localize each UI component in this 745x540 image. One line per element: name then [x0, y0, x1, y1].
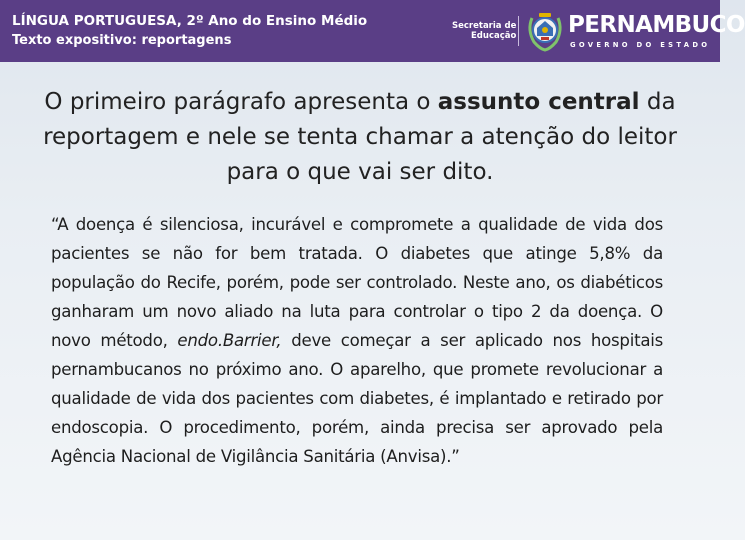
- lead-emphasis: assunto central: [437, 89, 640, 115]
- quoted-paragraph: [51, 210, 663, 471]
- lead-text-end: da reportagem e nele se tenta chamar a atenção do leitor para o que vai ser dito.: [43, 89, 677, 185]
- quote-text-start: “A doença é silenciosa, incurável e compromete a qualidade de vida dos pacientes se não for bem tratada. O diabetes que atinge 5,8% da população do Recife, porém, pode ser controlado. Neste ano, os diabéticos ganharam um novo aliado na luta para controlar o tipo 2 da doença. O novo método,: [51, 215, 663, 350]
- lead-statement: [40, 85, 680, 190]
- subject-title: LÍNGUA PORTUGUESA, 2º Ano do Ensino Médio: [12, 13, 368, 29]
- lead-text-start: O primeiro parágrafo apresenta o: [44, 89, 438, 115]
- header-bar: [0, 0, 745, 62]
- quote-italic-term: endo.Barrier,: [177, 331, 282, 350]
- state-name: PERNAMBUCO: [568, 12, 745, 38]
- state-emblem-icon: [524, 8, 566, 52]
- header-titles: [12, 13, 367, 48]
- quote-text-end: deve começar a ser aplicado nos hospitais pernambucanos no próximo ano. O aparelho, que promete revolucionar a qualidade de vida dos pacientes com diabetes, é implantado e retirado por endoscopia. O procedimento, porém, ainda precisa ser aprovado pela Agência Nacional de Vigilância Sanitária (Anvisa).”: [51, 331, 663, 466]
- government-label: GOVERNO DO ESTADO: [570, 41, 711, 49]
- secretaria-label: Secretaria de Educação: [452, 21, 517, 41]
- logo-divider: [518, 16, 519, 46]
- topic-subtitle: Texto expositivo: reportagens: [12, 33, 232, 48]
